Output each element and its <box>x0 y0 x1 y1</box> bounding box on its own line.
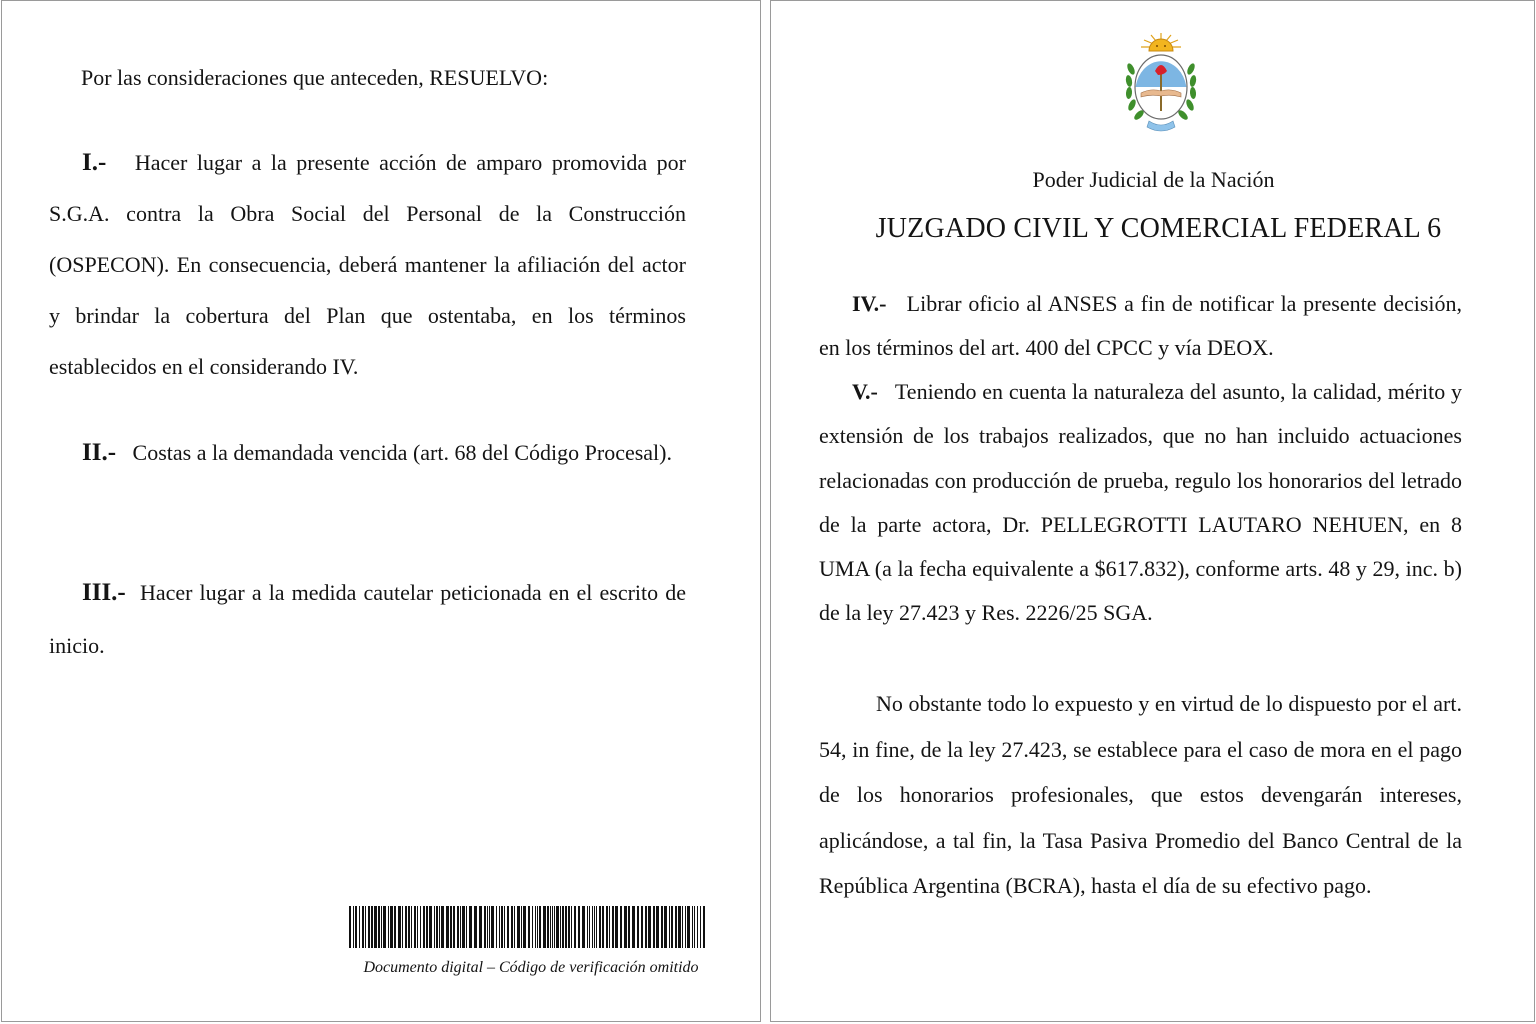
item-text: Costas a la demandada vencida (art. 68 del Código Procesal). <box>132 440 672 465</box>
resolution-item-1 <box>49 137 686 392</box>
institution-name: Poder Judicial de la Nación <box>1032 167 1275 192</box>
argentina-coat-of-arms-icon <box>1123 31 1199 141</box>
item-text: Librar oficio al ANSES a fin de notificar la presente decisión, en los términos del art. 400 del CPCC y vía DEOX. <box>819 291 1463 360</box>
item-text: Teniendo en cuenta la naturaleza del asunto, la calidad, mérito y extensión de los trabajos realizados, que no han incluido actuaciones relacionadas con producción de prueba, regulo los honorarios del letrado de la parte actora, Dr. PELLEGROTTI LAUTARO NEHUEN, en 8 UMA (a la fecha equivalente a $617.832), conforme arts. 48 y 29, inc. b) de la ley 27.423 y Res. 2226/25 SGA. <box>819 379 1463 626</box>
item-text: Hacer lugar a la medida cautelar peticionada en el escrito de inicio. <box>49 580 686 658</box>
paragraph-text: No obstante todo lo expuesto y en virtud de lo dispuesto por el art. 54, in fine, de la ley 27.423, se establece para el caso de mora en el pago de los honorarios profesionales, que estos devengarán intereses, aplicándose, a tal fin, la Tasa Pasiva Promedio del Banco Central de la República Argentina (BCRA), hasta el día de su efectivo pago. <box>819 691 1462 898</box>
item-number: IV.- <box>852 291 887 316</box>
resolution-item-2 <box>49 427 686 479</box>
item-number: I.- <box>82 149 107 176</box>
item-number: II.- <box>82 439 117 466</box>
interest-paragraph <box>819 681 1462 909</box>
left-page <box>1 0 761 1022</box>
item-number: V.- <box>852 379 878 404</box>
court-name: JUZGADO CIVIL Y COMERCIAL FEDERAL 6 <box>875 213 1442 244</box>
resolution-item-3 <box>49 566 686 672</box>
item-text: Hacer lugar a la presente acción de amparo promovida por S.G.A. contra la Obra Social del Personal de la Construcción (OSPECON). En consecuencia, deberá mantener la afiliación del actor y brindar la cobertura del Plan que ostentaba, en los términos establecidos en el considerando IV. <box>49 150 686 379</box>
barcode-caption: Documento digital – Código de verificación omitido <box>363 959 699 976</box>
barcode-icon <box>349 906 707 948</box>
resolution-item-5 <box>819 370 1462 636</box>
item-number: III.- <box>82 579 126 606</box>
resolution-item-4 <box>819 282 1462 370</box>
resolution-lead: Por las consideraciones que anteceden, RESUELVO: <box>81 65 549 90</box>
right-page <box>770 0 1535 1022</box>
